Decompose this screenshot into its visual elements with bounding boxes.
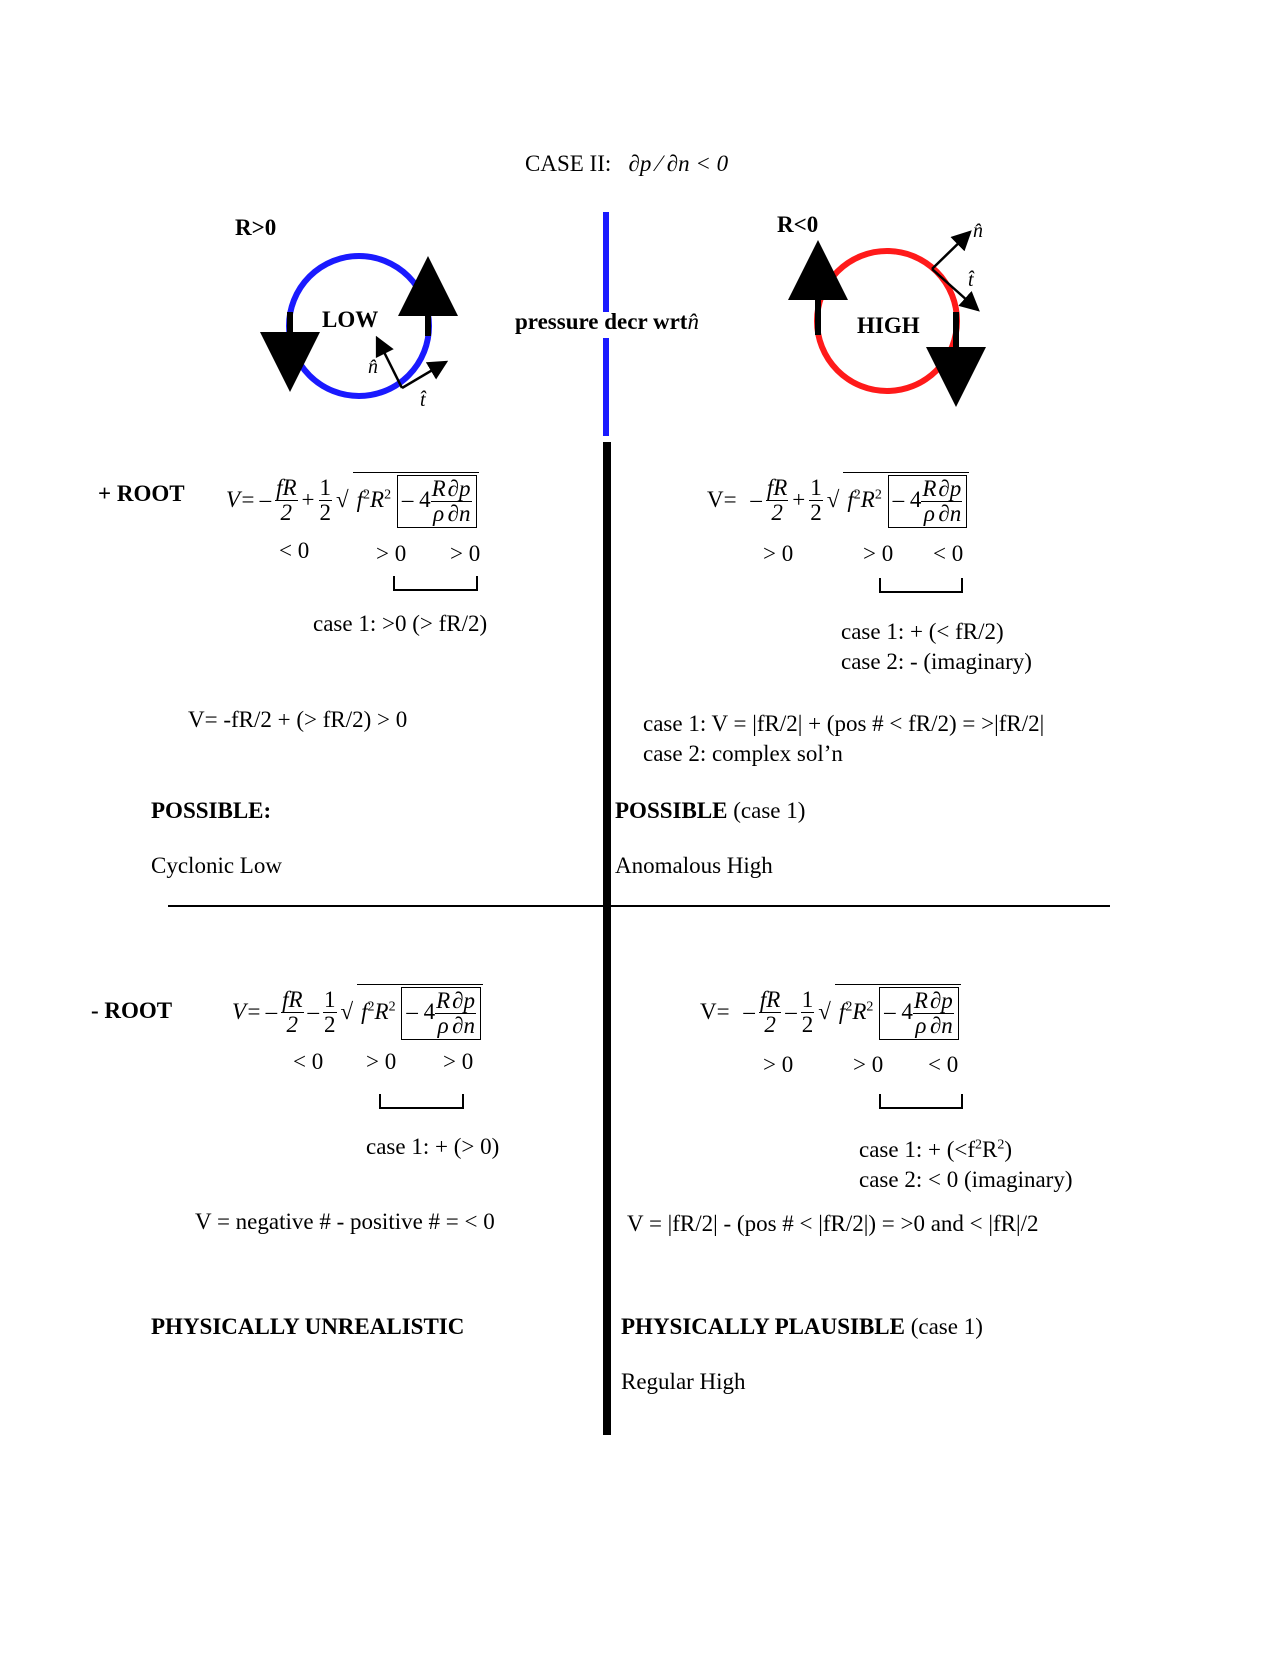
- eq-sqrt: √: [826, 487, 840, 513]
- eq-frac-half: $\frac{1}{2}$: [319, 474, 332, 525]
- bracket-bottom-right: [880, 1094, 962, 1108]
- sign-bl-1: < 0: [293, 1049, 324, 1074]
- sign-tr-1: > 0: [763, 541, 794, 566]
- equation-top-left: [226, 472, 479, 528]
- verdict-tl: POSSIBLE:: [151, 798, 272, 823]
- equation-top-right: [707, 472, 969, 528]
- eq-neg: –: [743, 999, 755, 1025]
- case1-br: [859, 1136, 1012, 1164]
- eq-frac-fr2: $\frac{fR}{2}$: [766, 474, 788, 525]
- plus-root-label: + ROOT: [98, 481, 185, 506]
- middle-label-text: pressure decr wrt: [515, 309, 688, 334]
- type-tl: Cyclonic Low: [151, 853, 282, 878]
- type-tr: Anomalous High: [615, 853, 773, 878]
- equation-bottom-right: [700, 984, 961, 1040]
- sign-bl-3: > 0: [443, 1049, 474, 1074]
- verdict-bl: PHYSICALLY UNREALISTIC: [151, 1314, 465, 1339]
- eq-v: V=: [700, 999, 730, 1025]
- case1-bl: case 1: + (> 0): [366, 1134, 500, 1159]
- eq-frac-half: $\frac{1}{2}$: [324, 986, 336, 1037]
- page-title: [525, 150, 728, 178]
- high-n-arrow: [932, 232, 970, 269]
- bracket-bottom-left: [380, 1094, 463, 1108]
- bracket-top-left: [394, 576, 477, 590]
- sign-br-2: > 0: [853, 1052, 884, 1077]
- result-tl: V= -fR/2 + (> fR/2) > 0: [188, 707, 408, 732]
- verdict-br-note: (case 1): [910, 1314, 983, 1339]
- sign-tr-2: > 0: [863, 541, 894, 566]
- eq-frac-half: $\frac{1}{2}$: [810, 474, 822, 525]
- high-t-label: t̂: [968, 269, 974, 291]
- eq-v: V=: [226, 487, 256, 513]
- eq-boxed-term: – 4 $\frac{R}{\rho}$ $\frac{\partial p}{\partial n}$: [888, 475, 968, 528]
- equation-bottom-left: [232, 984, 483, 1040]
- eq-boxed-term: – 4 $\frac{R}{\rho}$ $\frac{\partial p}{\partial n}$: [401, 987, 481, 1040]
- result1-tr: case 1: V = |fR/2| + (pos # < fR/2) = >|fR/2|: [643, 711, 1045, 736]
- case1-br-sup2: 2: [997, 1137, 1005, 1153]
- eq-radicand: $f^2R^2 - 4$ $\frac{R}{\rho}$ $\frac{\partial p}{\partial n}$: [353, 472, 479, 528]
- sign-tl-3: > 0: [450, 541, 481, 566]
- eq-boxed-term: – 4 $\frac{R}{\rho}$ $\frac{\partial p}{\partial n}$: [879, 987, 959, 1040]
- high-n-label: n̂: [973, 220, 983, 242]
- verdict-br-text: PHYSICALLY PLAUSIBLE: [621, 1314, 905, 1339]
- verdict-br: [621, 1313, 983, 1341]
- case1-tl: case 1: >0 (> fR/2): [313, 611, 488, 636]
- bracket-top-right: [880, 578, 962, 592]
- result-br: V = |fR/2| - (pos # < |fR/2|) = >0 and < |fR|/2: [627, 1211, 1039, 1236]
- sign-br-1: > 0: [763, 1052, 794, 1077]
- low-n-label: n̂: [368, 356, 378, 378]
- eq-neg: –: [259, 487, 272, 513]
- high-label: HIGH: [857, 313, 920, 338]
- eq-sqrt: √: [340, 999, 354, 1025]
- result-bl: V = negative # - positive # = < 0: [195, 1209, 495, 1234]
- low-label: LOW: [322, 307, 379, 332]
- case1-br-mid: R: [981, 1137, 998, 1162]
- case2-br: case 2: < 0 (imaginary): [859, 1167, 1073, 1192]
- left-radius-label: R>0: [235, 215, 277, 240]
- eq-frac-fr2: $\frac{fR}{2}$: [276, 474, 297, 525]
- eq-radicand: $f^2R^2 - 4$ $\frac{R}{\rho}$ $\frac{\partial p}{\partial n}$: [357, 984, 483, 1040]
- middle-n-label: n̂: [687, 309, 699, 334]
- sign-tr-3: < 0: [933, 541, 964, 566]
- sign-tl-2: > 0: [376, 541, 407, 566]
- eq-sqrt: √: [336, 487, 349, 513]
- sign-br-3: < 0: [928, 1052, 959, 1077]
- eq-frac-fr2: $\frac{fR}{2}$: [759, 986, 781, 1037]
- sign-bl-2: > 0: [366, 1049, 397, 1074]
- eq-v: V=: [707, 487, 737, 513]
- title-expression: ∂p ⁄ ∂n < 0: [628, 151, 729, 176]
- result2-tr: case 2: complex sol’n: [643, 741, 843, 766]
- case1-tr: case 1: + (< fR/2): [841, 619, 1004, 644]
- eq-radicand: $f^2R^2 - 4$ $\frac{R}{\rho}$ $\frac{\partial p}{\partial n}$: [843, 472, 969, 528]
- eq-minus: –: [785, 999, 797, 1025]
- minus-root-label: - ROOT: [91, 998, 173, 1023]
- sign-tl-1: < 0: [279, 538, 310, 563]
- eq-frac-half: $\frac{1}{2}$: [801, 986, 814, 1037]
- eq-boxed-term: – 4 $\frac{R}{\rho}$ $\frac{\partial p}{\partial n}$: [397, 475, 477, 528]
- eq-neg: –: [750, 487, 762, 513]
- eq-plus: +: [301, 487, 315, 513]
- eq-neg: –: [265, 999, 278, 1025]
- eq-v: V=: [232, 999, 262, 1025]
- case1-br-sup1: 2: [974, 1137, 982, 1153]
- low-t-label: t̂: [420, 389, 426, 411]
- verdict-tr: [615, 797, 805, 825]
- verdict-tr-note: (case 1): [733, 798, 806, 823]
- middle-label: [515, 308, 699, 336]
- eq-frac-fr2: $\frac{fR}{2}$: [282, 986, 303, 1037]
- right-radius-label: R<0: [777, 212, 819, 237]
- low-n-arrow: [377, 338, 402, 388]
- case1-br-suffix: ): [1004, 1137, 1012, 1162]
- verdict-tr-text: POSSIBLE: [615, 798, 728, 823]
- eq-plus: +: [792, 487, 806, 513]
- type-br: Regular High: [621, 1369, 746, 1394]
- case1-br-prefix: case 1: + (<f: [859, 1137, 975, 1162]
- eq-sqrt: √: [818, 999, 831, 1025]
- case2-tr: case 2: - (imaginary): [841, 649, 1032, 674]
- title-prefix: CASE II:: [525, 151, 612, 176]
- eq-minus: –: [307, 999, 320, 1025]
- eq-radicand: $f^2R^2 - 4$ $\frac{R}{\rho}$ $\frac{\partial p}{\partial n}$: [835, 984, 961, 1040]
